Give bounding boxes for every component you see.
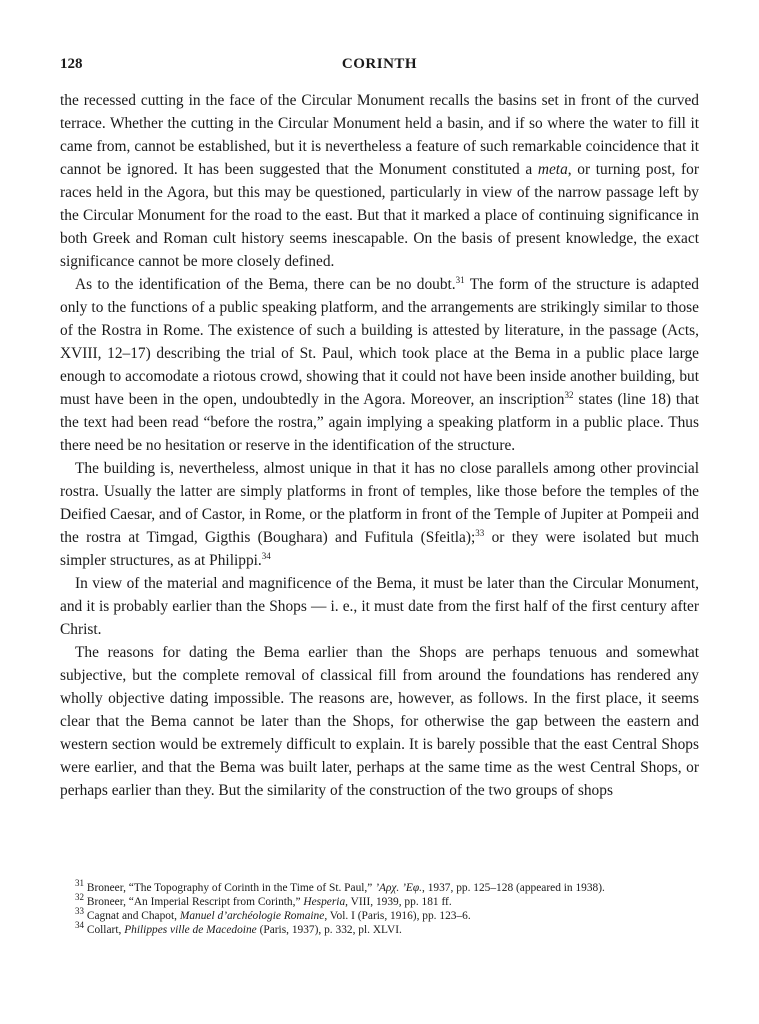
- paragraph: [60, 641, 699, 802]
- text-run: The building is, nevertheless, almost unique in that it has no close parallels among other provincial rostra. Usually the latter are simply platforms in front of temples, like those before the temples of the Deified Caesar, and of Castor, in Rome, or the platform in front of the Temple of Jupiter at Pompeii and the rostra at Timgad, Gigthis (Boughara) and Fufitula (Sfeitla);: [60, 460, 699, 546]
- italic-text: Manuel d’archéologie Romaine: [179, 910, 325, 922]
- text-run: The form of the structure is adapted only to the functions of a public speaking platform, and the arrangements are strikingly similar to those of the Rostra in Rome. The existence of such a building is attested by literature, in the passage (Acts, XVIII, 12–17) describing the trial of St. Paul, which took place at the Bema in a public place large enough to accomodate a riotous crowd, showing that it could not have been inside another building, but must have been in the open, undoubtedly in the Agora. Moreover, an inscription: [60, 276, 699, 408]
- italic-text: Hesperia: [303, 896, 346, 908]
- paragraph: [60, 273, 699, 457]
- footnote-ref: 31: [75, 878, 84, 889]
- text-run: , Vol. I (Paris, 1916), pp. 123–6.: [324, 910, 471, 922]
- text-run: states (line 18) that the text had been read “before the rostra,” again implying a speaking platform in a public place. Thus there need be no hesitation or reserve in the identification of the structure.: [60, 391, 699, 454]
- footnote-ref: 34: [261, 550, 271, 561]
- italic-text: ’Αρχ. ’Εφ.: [375, 882, 423, 894]
- footnote: [60, 906, 699, 923]
- italic-text: Philippes ville de Macedoine: [124, 924, 257, 936]
- page-number: 128: [60, 56, 83, 72]
- footnote: [60, 878, 699, 895]
- paragraph: [60, 89, 699, 273]
- paragraph: [60, 457, 699, 572]
- text-run: The reasons for dating the Bema earlier than the Shops are perhaps tenuous and somewhat subjective, but the complete removal of classical fill from around the foundations has rendered any wholly objective dating impossible. The reasons are, however, as follows. In the first place, it seems clear that the Bema cannot be later than the Shops, for otherwise the gap between the eastern and western section would be extremely difficult to explain. It is barely possible that the east Central Shops were earlier, and that the Bema was built later, perhaps at the same time as the west Central Shops, or perhaps earlier than they. But the similarity of the construction of the two groups of shops: [60, 644, 699, 799]
- italic-text: meta: [537, 161, 568, 178]
- text-run: (Paris, 1937), p. 332, pl. XLVI.: [256, 924, 402, 936]
- text-run: As to the identification of the Bema, there can be no doubt.: [75, 276, 456, 293]
- running-header: [60, 56, 699, 78]
- footnote-ref: 31: [455, 274, 465, 285]
- text-run: , 1937, pp. 125–128 (appeared in 1938).: [422, 882, 605, 894]
- running-title: CORINTH: [341, 56, 418, 72]
- footnote: [60, 892, 699, 909]
- footnotes: [60, 878, 699, 937]
- footnote: [60, 920, 699, 937]
- text-run: Broneer, “The Topography of Corinth in the Time of St. Paul,”: [84, 882, 376, 894]
- text-run: Broneer, “An Imperial Rescript from Corinth,”: [84, 896, 304, 908]
- footnote-ref: 34: [75, 920, 84, 931]
- text-run: , or turning post, for races held in the Agora, but this may be questioned, particularly in view of the narrow passage left by the Circular Monument for the road to the east. But that it marked a place of continuing significance in both Greek and Roman cult history seems inescapable. On the basis of present knowledge, the exact significance cannot be more closely defined.: [60, 161, 699, 270]
- text-run: Collart,: [84, 924, 125, 936]
- body-text: [60, 89, 699, 802]
- footnote-ref: 33: [75, 906, 84, 917]
- text-run: the recessed cutting in the face of the Circular Monument recalls the basins set in front of the curved terrace. Whether the cutting in the Circular Monument held a basin, and if so where the water to fill it came from, cannot be established, but it is nevertheless a feature of such remarkable coincidence that it cannot be ignored. It has been suggested that the Monument constituted a: [60, 92, 699, 178]
- footnote-ref: 33: [475, 527, 485, 538]
- text-run: Cagnat and Chapot,: [84, 910, 180, 922]
- text-run: or they were isolated but much simpler structures, as at Philippi.: [60, 529, 699, 569]
- paragraph: [60, 572, 699, 641]
- text-run: In view of the material and magnificence of the Bema, it must be later than the Circular Monument, and it is probably earlier than the Shops — i. e., it must date from the first half of the first century after Christ.: [60, 575, 699, 638]
- footnote-ref: 32: [75, 892, 84, 903]
- text-run: , VIII, 1939, pp. 181 ff.: [345, 896, 452, 908]
- footnote-ref: 32: [564, 389, 574, 400]
